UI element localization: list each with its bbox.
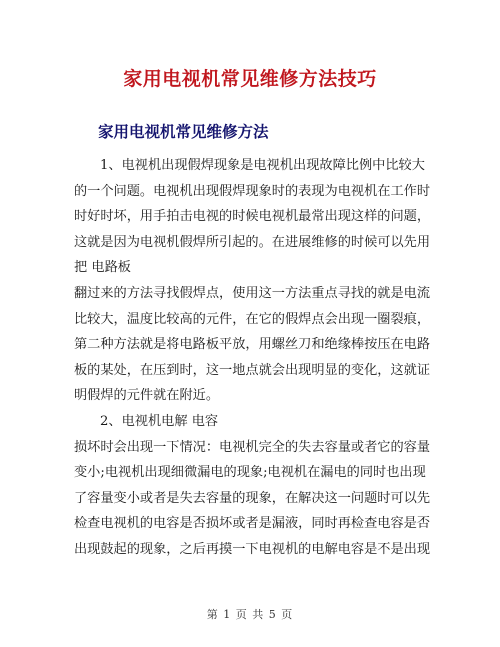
- paragraph-line: 1、电视机出现假焊现象是电视机出现故障比例中比较大: [100, 158, 425, 173]
- paragraph-line: 了容量变小或者是失去容量的现象，在解决这一问题时可以先: [74, 490, 431, 506]
- paragraph-line: 翻过来的方法寻找假焊点，使用这一方法重点寻找的就是电流: [74, 285, 431, 301]
- paragraph-line: 明假焊的元件就在附近。: [74, 388, 220, 404]
- page-number-footer: 第 1 页 共 5 页: [206, 608, 294, 621]
- paragraph-line: 出现鼓起的现象，之后再摸一下电视机的电解电容是不是出现: [74, 541, 431, 557]
- paragraph-line: 变小;电视机出现细微漏电的现象;电视机在漏电的同时也出现: [74, 465, 426, 481]
- paragraph-line: 时好时坏，用手拍击电视的时候电视机最常出现这样的问题，: [74, 209, 431, 225]
- paragraph-line: 把 电路板: [74, 260, 131, 276]
- paragraph-line: 的一个问题。电视机出现假焊现象时的表现为电视机在工作时: [74, 183, 431, 199]
- paragraph-line: 比较大，温度比较高的元件，在它的假焊点会出现一圈裂痕，: [74, 311, 431, 327]
- document-title: 家用电视机常见维修方法技巧: [123, 68, 377, 90]
- paragraph-line: 损坏时会出现一下情况：电视机完全的失去容量或者它的容量: [74, 439, 431, 455]
- paragraph-line: 板的某处，在压到时，这一地点就会出现明显的变化，这就证: [74, 362, 431, 378]
- paragraph-line: 第二种方法就是将电路板平放，用螺丝刀和绝缘棒按压在电路: [74, 337, 431, 353]
- section-heading: 家用电视机常见维修方法: [98, 123, 269, 141]
- paragraph-line: 2、电视机电解 电容: [100, 413, 219, 429]
- document-body: [74, 153, 434, 563]
- paragraph-line: 检查电视机的电容是否损坏或者是漏液，同时再检查电容是否: [74, 516, 431, 532]
- paragraph-line: 这就是因为电视机假焊所引起的。在进展维修的时候可以先用: [74, 234, 431, 250]
